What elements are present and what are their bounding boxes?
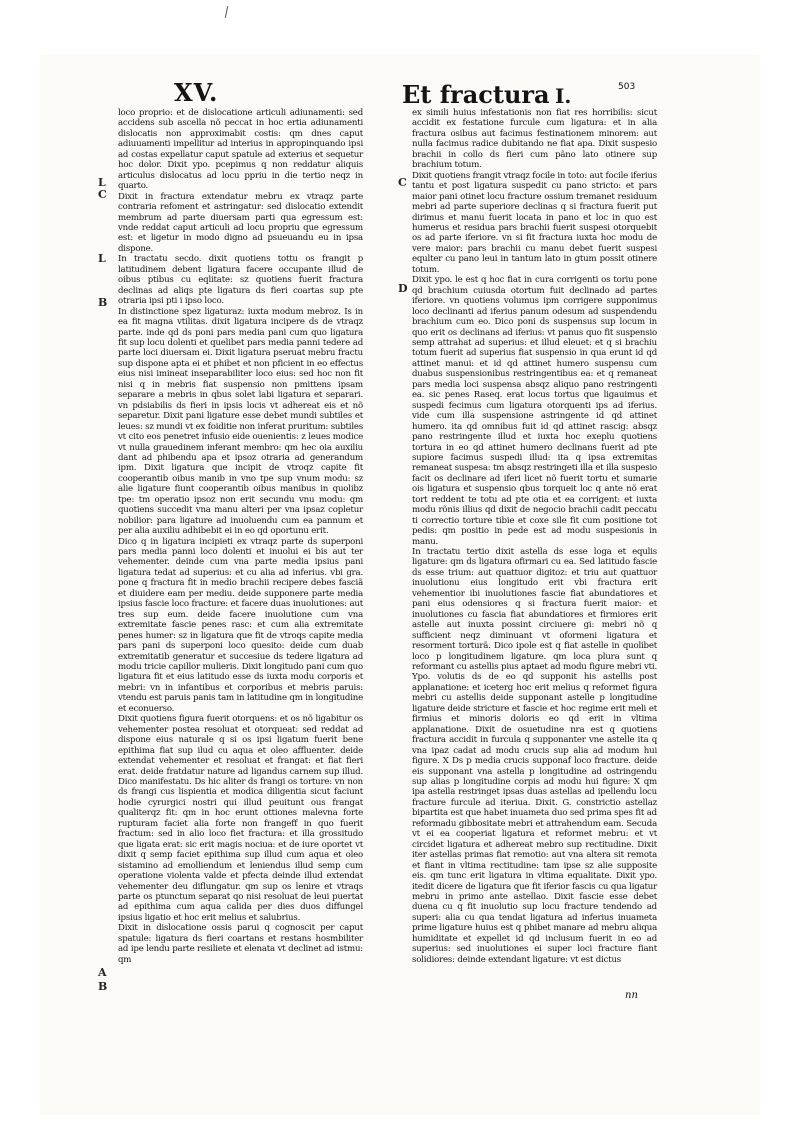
paragraph: loco proprio: et de dislocatione articuli adiunamenti: sed accidens sub ascella nõ peccat in hoc ertia adiunamenti dislocatis non approximabit costis: qm dnes caput adiuuamenti impellitur ad interius in appropinquando ipsi ad costas expellatur caput spatule ad exterius et sequetur hoc dolor. Dixit ypo. pcepimus q non reddatur aliquis articulus dislocatus ad locu ppriu in die tertio neqz in quarto. xyxy=(118,108,363,192)
paragraph: ex simili huius infestationis non fiat res horribilis: sicut accidit ex festatione furcule cum ligatura: et in alia fractura osibus aut facimus festinationem minorem: aut nulla facimus radice dubitando ne fiat apa. Dixit suspesio brachii in collo ds fieri cum pãno lato otinere sup brachium totum. xyxy=(412,108,657,171)
margin-mark: L xyxy=(98,176,106,189)
right-column xyxy=(412,108,657,965)
ink-mark xyxy=(225,6,228,18)
margin-mark: L xyxy=(98,252,106,265)
left-column xyxy=(118,108,363,965)
margin-mark: C xyxy=(98,188,107,201)
paragraph: Dico q in ligatura incipieti ex vtraqz parte ds superponi pars media panni loco dolenti et inuolui ei bis aut ter vehementer. deinde cum vna parte media ipsius pani ligatura tedat ad superius: et cu alia ad inferius. vbi gra. pone q fractura fit in medio brachii recipere debes fasciã et diuidere eam per mediu. deide supponere parte media ipsius fascie loco fracture: et facere duas inuolutiones: aut tres sup eum. deide facere inuolutione cum vna extremitate fascie penes rasc: et cum alia extremitate penes humer: sz in ligatura que fit de vtroqs capite media pars pani ds superponi loco quesito: deide cum duab extremitatib generatur et succesiue ds tedere ligatura ad modu tricie capillor mulieris. Dixit longitudo pani cum quo ligatura fit et eius latitudo esse ds iuxta modu corporis et mebri: vn in infantibus et corporibus et mebris paruis: vtendu est paruis panis tam in latitudine qm in longitudine et econuerso. xyxy=(118,536,363,714)
margin-mark: C xyxy=(398,176,407,189)
margin-mark: B xyxy=(98,980,108,993)
paragraph: In tractatu tertio dixit astella ds esse loga et equlis ligature: qm ds ligatura ofirmari cu ea. Sed latitudo fascie ds esse trium: aut quattuor digitoz: et triu aut quattuor inuolutionu eius longitudo erit vbi fractura erit vehementior ibi inuolutiones fascie fiat abundatiores et pani eius odensiores q si fractura fuerit maior: et inuolutiones cu fascia fiat abundatiores et firmiores erit astelle aut inuxta possint circiuere gi: mebri nõ q sufficient neqz diminuant vt oformeni ligatura et resorment torturã. Dico ipole est q fiat astelle in quolibet loco p longitudinem ligature. qm loca plura sunt q reformant cu astellis pius aptaet ad modu figure mebri vti. Ypo. volutis ds de eo qd supponit his astellis post applanatione: et iceterg hoc erit melius q reformet figura mebri cu astellis deide supponant astelle p longitudine ligature deide stricture et fascie et hoc regime erit meli et firmius et minoris doloris eo qd erit in vltima applanatione. Dixit de osuetudine nra est q quotiens fractura accidit in furcula q supponanter vne astelle ita q vna ipaz cadat ad modu crucis sup alia ad modum hui figure. X Ds p media crucis supponaf loco fracture. deide eis supponant vna astella p longitudine ad ostringendu sup alias p longitudine corpis ad modu hui figure: X qm ipa astella restringet ipsas duas astellas ad ipellendu locu fracture furcule ad iteriua. Dixit. G. constrictio astellaz bipartita est que habet inuameta duo sed prima spes fit ad reformadu gibbositate mebri et attrahendum eam. Secuda vt ei ea cooperiat ligatura et reformet mebru: et vt circidet ligatura et adhereat mebro sup rectitudine. Dixit iter astellas primas fiat remotio: aut vna altera sit remota et fiant in vltima rectitudine: tam ipse sz alie supposite eis. qm tunc erit ligatura in vltima equalitate. Dixit ypo. itedit dicere de ligatura que fit iferior fascis cu qua ligatur mebru in primo ante astellao. Dixit fascie esse debet duena cu q fit inuolutio sup locu fracture tendendo ad superi: alia cu qua tendat ligatura ad inferius inuameta prime ligature huius est q phibet manare ad mebru aliqua humiditate et expellet id qd inclusum fuerit in eo ad superius: sed inuolutiones ei super loci fracture fiant solidiores: deinde extendant ligature: vt est dictus xyxy=(412,547,657,965)
paragraph: In tractatu secdo. dixit quotiens tottu os frangit p latitudinem debent ligatura facere occupante illud de oibus ptibus cu eqlitate: sz quotiens fuerit fractura declinas ad aliqs pte ligatura ds fieri coartas sup pte otraria ipsi pti i ipso loco. xyxy=(118,254,363,307)
paragraph: Dixit in fractura extendatur mebru ex vtraqz parte contraria refoment et astringatur: sed dislocatio extendit membrum ad parte diuersam parti qua egressum est: vnde reddat caput articuli ad locu propriu que egressum est: et ligetur in modo digno ad psueuandu eu in ipsa dispone. xyxy=(118,191,363,254)
page-number: 503 xyxy=(618,82,636,92)
folio-number: XV. xyxy=(174,78,219,107)
catchword: nn xyxy=(625,990,638,1001)
running-title: Et fractura xyxy=(402,80,550,109)
paragraph: In distinctione spez ligaturaz: iuxta modum mebroz. Is in ea fit magna vtilitas. dixit ligatura incipere ds de vtraqz parte. inde qd ds poni pars media pani cum quo ligatura fit sup locu dolenti et quelibet pars media panni tedere ad parte loci diuersam ei. Dixit ligatura pseruat mebru fractu sup dispone apta ei et phibet et non pficient in eo effectus eius nisi imineat inseparabiliter loco eius: sed hoc non fit nisi q in mebris fiat suspensio non pmittens ipsam separare a mebris in qbus solet labi ligatura et separari. vn pdsiabilis ds fieri in ipsis locis vt adhereat eis et nõ separetur. Dixit pani ligature esse debet mundi subtiles et leues: sz mundi vt ex foiditie non inferat pruritum: subtiles vt cito eos penetret infusio eide ouenientis: z leues modice vt nulla grauedinem inferant membro: qm hec oia auxiliu dant ad phibendu apa et ipsoz otraria ad generandum ipm. Dixit ligatura que incipit de vtroqz capite fit cooperantib oibus manib in vno tpe sup vnum modu: sz alie ligature fiunt cooperantib oibus manibus in quolibz tpe: tm operatio ipsoz non erit secundu vnu modu: qm quotiens succedit vna manu alteri per vna ipsaz copletur nobilior: para ligature ad inuoluendu cum ea pannum et per alia auxiliu adhibebit ei in eo qd oportunu erit. xyxy=(118,306,363,537)
margin-mark: B xyxy=(98,296,108,309)
paragraph: Dixit in dislocatione ossis parui q cognoscit per caput spatule: ligatura ds fieri coartans et restans hosmbiliter ad ipe lendu parte resiliete et elenata vt declinet ad istmu: qm xyxy=(118,923,363,965)
paragraph: Dixit ypo. le est q hoc fiat in cura corrigenti os toriu pone qd brachium cuiusda otortum fuit declinado ad partes iferiore. vn quotiens volumus ipm corrigere supponimus loco declinanti ad iferius panum odesum ad suspendendu brachium cum eo. Dico poni ds suspensus sup locum in quo erit os declinans ad iferius: vt panus quo fit suspensio semp attrahat ad superius: et illud eleuet: et q si brachiu totum fuerit ad superius fiat suspensio in qua erunt id qd attinet manui: et id qd attinet humero suspensu cum duabus suspensionibus restringentibus ea: et q remaneat pars media loci suspensa absqz aliquo pano restringenti ea. sic penes Raseq. erat locus tortus que ligauimus et suspedi fecimus cum ligatura otorquenti ips ad iferius. vide cum illa suspensione astringente id qd attinet humero. ita qd omnibus fuit id qd attinet rascig: absqz pano restringente illud et iuxta hoc exeplu quotiens tortura in eo qd attinet humero declinans fuerit ad pte supiore facimus suspedi illud: ita q ipsa extremitas remaneat suspesa: tm absqz restringeti illa et illa suspesio facit os declinare ad iferi licet nõ fuerit tortu et sumarie ois ligatura et suspensio qbus torqueit loc q ante nõ erat tort reddent te totu ad pte otia et ea corrigent: et iuxta modu rõnis illius qd dixit de negocio brachii cadit peccatu ti correctio torture tibie et coxe sile fit cum positione tot pedis: qm positio in pede est ad modu suspesionis in manu. xyxy=(412,275,657,547)
margin-mark: A xyxy=(98,966,107,979)
margin-mark: D xyxy=(398,282,408,295)
section-number: I. xyxy=(555,84,572,108)
paragraph: Dixit quotiens figura fuerit otorquens: et os nõ ligabitur os vehementer postea resoluat et otorqueat: sed reddat ad dispone eius naturale q si os ipsi ligatum fuerit bene epithima fiat sup ilud cu aqua et oleo affluenter. deide extendat vehementer et resoluat et frangat: et fiat fieri erat. deide fratdatur nature ad ligandus carnem sup illud. Dico manifestatu. Ds hic aliter ds frangi os torture: vn non ds frangi cus lispientia et modica diligentia sicut faciunt hodie cyrurgici nostri qui illud peuitunt ous frangat qualiterqz fit: qm in hoc erunt ottiones malevna forte rupturam faciet alia forte non frangeff in quo fuerit fractum: sed in alio loco fiet fractura: et illa grossitudo que ligata erat: sic erit magis nociua: et de iure oportet vt dixit q semp faciet epithima sup illud cum aqua et oleo sistamino ad emolliendum et leniendus illud semp cum operatione violenta valde et pfecta deinde illud extendat vehementer deu diflungatur. qm sup os lenire et vtraqs parte os ptunctum separat qo nisi resoluat de leui puertat ad epithima cum aqua calida per dies duos diffungel ipsius ligatio et hoc erit melius et salubrius. xyxy=(118,714,363,923)
paragraph: Dixit quotiens frangit vtraqz focile in toto: aut focile iferius tantu et post ligatura suspedit cu pano stricto: et pars maior pani otinet locu fracture ossium tremanet residuum mebri ad parte superiore declinas q si fractura fuerit put dirimus et manu fuerit locata in pano et loc in quo est humerus et residua pars brachii fuerit suspesi otorquebit os ad parte iferiore. vn si fit fractura iuxta hoc modu de vere maior: pars brachii cu manu debet fuerit suspesi equlter cu pano leui in tantum lato in gtum possit otinere totum. xyxy=(412,170,657,275)
